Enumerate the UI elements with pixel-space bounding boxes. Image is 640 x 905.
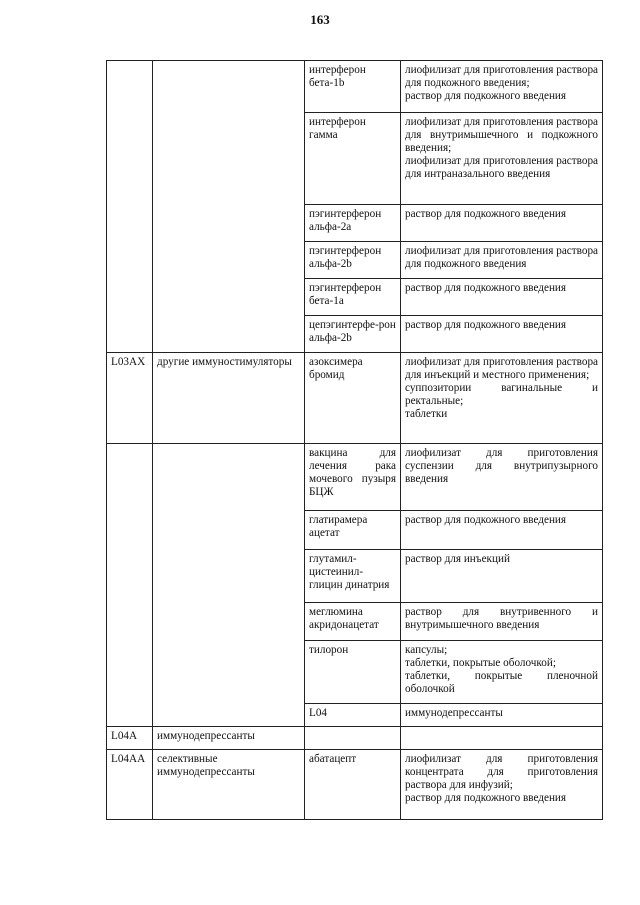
drug-name-cell: интерферон гамма — [305, 113, 401, 205]
drug-name-cell: пэгинтерферон бета-1a — [305, 279, 401, 316]
dosage-form-cell — [401, 242, 603, 279]
drug-name-cell: цепэгинтерфе-рон альфа-2b — [305, 316, 401, 353]
dosage-form-line: раствор для подкожного введения — [405, 792, 567, 804]
dosage-form-line: таблетки, покрытые пленочной оболочкой — [405, 670, 598, 695]
dosage-form-line: таблетки, покрытые оболочкой; — [405, 657, 556, 669]
page-number: 163 — [310, 12, 330, 27]
dosage-form-cell — [401, 727, 603, 750]
atc-code-cell: L03AX — [107, 353, 153, 444]
dosage-form-cell — [401, 61, 603, 113]
dosage-form-cell — [401, 750, 603, 820]
drug-name-cell: интерферон бета-1b — [305, 61, 401, 113]
dosage-form-cell — [401, 279, 603, 316]
dosage-form-line: раствор для подкожного введения — [405, 514, 567, 526]
dosage-form-cell — [401, 603, 603, 641]
atc-code-cell: L04A — [107, 727, 153, 750]
dosage-form-line: раствор для подкожного введения — [405, 90, 567, 102]
dosage-form-line: лиофилизат для приготовления раствора для инъекций и местного применения; — [405, 356, 598, 381]
drug-name-cell: глатирамера ацетат — [305, 511, 401, 550]
dosage-form-line: лиофилизат для приготовления раствора для подкожного введения — [405, 245, 598, 270]
dosage-form-line: лиофилизат для приготовления концентрата для приготовления раствора для инфузий; — [405, 753, 598, 791]
drug-name-cell: глутамил-цистеинил-глицин динатрия — [305, 550, 401, 603]
dosage-form-line: лиофилизат для приготовления раствора для внутримышечного и подкожного введения; — [405, 116, 598, 154]
drug-name-cell: меглюмина акридонацетат — [305, 603, 401, 641]
table-row — [107, 727, 603, 750]
dosage-form-cell — [401, 316, 603, 353]
dosage-form-line: раствор для инъекций — [405, 553, 510, 565]
atc-group-cell: другие иммуностимуляторы — [153, 353, 305, 444]
atc-code-cell — [107, 61, 153, 353]
drug-name-cell: абатацепт — [305, 750, 401, 820]
drug-name-cell: пэгинтерферон альфа-2b — [305, 242, 401, 279]
dosage-form-line: капсулы; — [405, 644, 448, 656]
atc-group-cell: иммунодепрессанты — [401, 704, 603, 727]
atc-group-cell — [153, 444, 305, 727]
dosage-form-cell — [401, 444, 603, 511]
dosage-form-line: лиофилизат для приготовления суспензии для внутрипузырного введения — [405, 447, 598, 485]
dosage-form-line: лиофилизат для приготовления раствора для подкожного введения; — [405, 64, 598, 89]
table-row — [107, 353, 603, 444]
dosage-form-cell — [401, 641, 603, 704]
drug-name-cell: вакцина для лечения рака мочевого пузыря БЦЖ — [305, 444, 401, 511]
atc-code-cell: L04 — [305, 704, 401, 727]
atc-code-cell — [107, 444, 153, 727]
atc-code-cell: L04AA — [107, 750, 153, 820]
dosage-form-line: раствор для подкожного введения — [405, 319, 567, 331]
dosage-form-cell — [401, 113, 603, 205]
table-row — [107, 61, 603, 113]
dosage-form-line: таблетки — [405, 408, 448, 420]
dosage-form-cell — [401, 550, 603, 603]
drug-name-cell: пэгинтерферон альфа-2a — [305, 205, 401, 242]
dosage-form-line: суппозитории вагинальные и ректальные; — [405, 382, 598, 407]
table-row — [107, 444, 603, 511]
atc-group-cell: иммунодепрессанты — [153, 727, 305, 750]
dosage-form-cell — [401, 205, 603, 242]
dosage-form-line: раствор для подкожного введения — [405, 208, 567, 220]
dosage-form-line: раствор для внутривенного и внутримышечного введения — [405, 606, 598, 631]
dosage-form-cell — [401, 353, 603, 444]
table-row — [107, 750, 603, 820]
dosage-form-line: лиофилизат для приготовления раствора для интраназального введения — [405, 155, 598, 180]
drug-name-cell: тилорон — [305, 641, 401, 704]
dosage-form-cell — [401, 511, 603, 550]
atc-group-cell — [153, 61, 305, 353]
drug-name-cell — [305, 727, 401, 750]
drug-table — [106, 60, 603, 820]
atc-group-cell: селективные иммунодепрессанты — [153, 750, 305, 820]
dosage-form-line: раствор для подкожного введения — [405, 282, 567, 294]
drug-name-cell: азоксимера бромид — [305, 353, 401, 444]
